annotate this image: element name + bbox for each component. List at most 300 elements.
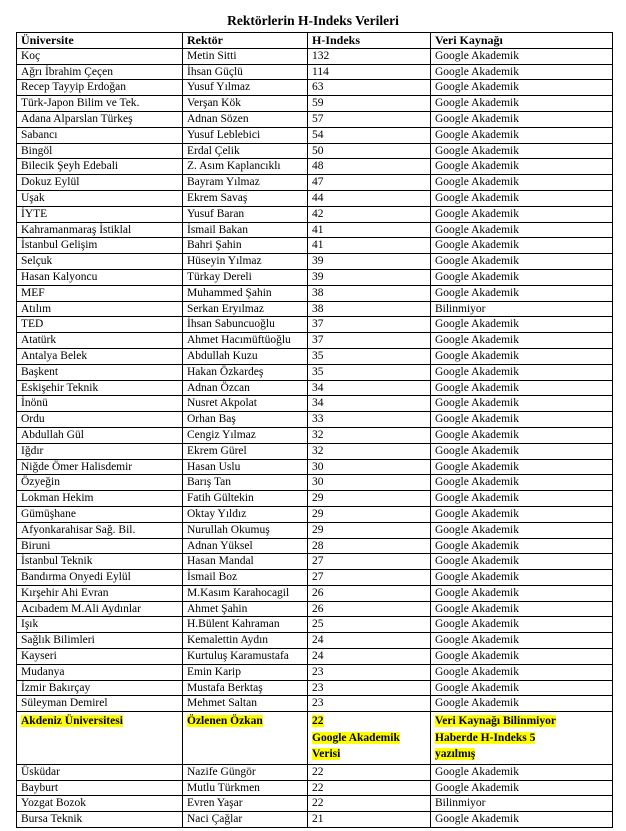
- veri-kaynagi-cell: [431, 796, 613, 812]
- h-indeks-cell: [308, 333, 431, 349]
- cell-text: Google Akademik: [435, 349, 519, 362]
- cell-text: Serkan Eryılmaz: [187, 302, 264, 315]
- table-row: [17, 696, 613, 712]
- cell-text: 22: [312, 781, 324, 794]
- cell-text: Gümüşhane: [21, 507, 76, 520]
- cell-text: MEF: [21, 286, 45, 299]
- table-row: [17, 585, 613, 601]
- cell-text: Selçuk: [21, 255, 53, 268]
- table-row: [17, 317, 613, 333]
- rektor-cell: [183, 443, 308, 459]
- universite-cell: [17, 269, 183, 285]
- h-indeks-cell: [308, 780, 431, 796]
- cell-text: 41: [312, 223, 324, 236]
- column-header-h-indeks: H-Indeks: [308, 33, 431, 49]
- cell-text: Recep Tayyip Erdoğan: [21, 81, 127, 94]
- veri-kaynagi-cell: [431, 317, 613, 333]
- cell-text: Antalya Belek: [21, 349, 88, 362]
- cell-text: Işık: [21, 618, 39, 631]
- table-row: [17, 175, 613, 191]
- cell-text: Adnan Yüksel: [187, 539, 253, 552]
- cell-text: 41: [312, 239, 324, 252]
- rektor-cell: [183, 780, 308, 796]
- table-row: [17, 348, 613, 364]
- universite-cell: [17, 506, 183, 522]
- universite-cell: [17, 522, 183, 538]
- cell-text: Google Akademik: [435, 781, 519, 794]
- table-row: [17, 222, 613, 238]
- rektor-cell: [183, 412, 308, 428]
- universite-cell: [17, 617, 183, 633]
- veri-kaynagi-cell: [431, 80, 613, 96]
- rektor-cell: [183, 80, 308, 96]
- cell-text: 44: [312, 191, 324, 204]
- h-indeks-cell: [308, 522, 431, 538]
- cell-text: Google Akademik: [435, 813, 519, 826]
- universite-cell: [17, 364, 183, 380]
- table-row: [17, 570, 613, 586]
- rektor-cell: [183, 175, 308, 191]
- rektor-cell: [183, 348, 308, 364]
- cell-text: Iğdır: [21, 444, 44, 457]
- table-row: [17, 396, 613, 412]
- cell-text: Ekrem Savaş: [187, 191, 248, 204]
- cell-text: Bingöl: [21, 144, 53, 157]
- cell-text: Google Akademik: [435, 428, 519, 441]
- veri-kaynagi-cell: [431, 712, 613, 765]
- cell-text: Mutlu Türkmen: [187, 781, 260, 794]
- cell-text: Bandırma Onyedi Eylül: [21, 571, 131, 584]
- universite-cell: [17, 585, 183, 601]
- table-row: [17, 554, 613, 570]
- cell-text: 50: [312, 144, 324, 157]
- cell-text: 57: [312, 112, 324, 125]
- h-indeks-cell: [308, 443, 431, 459]
- cell-text: Hasan Uslu: [187, 460, 241, 473]
- cell-text: 24: [312, 650, 324, 663]
- rektor-cell: [183, 796, 308, 812]
- cell-text: 29: [312, 492, 324, 505]
- cell-text: Biruni: [21, 539, 51, 552]
- page-title: Rektörlerin H-Indeks Verileri: [227, 13, 399, 28]
- table-row: [17, 764, 613, 780]
- rektor-cell: [183, 617, 308, 633]
- cell-text: 30: [312, 460, 324, 473]
- h-indeks-cell: [308, 427, 431, 443]
- h-indeks-cell: [308, 633, 431, 649]
- veri-kaynagi-cell: [431, 412, 613, 428]
- cell-text: Hakan Özkardeş: [187, 365, 264, 378]
- cell-text: Bursa Teknik: [21, 813, 83, 826]
- cell-text: Atatürk: [21, 334, 57, 347]
- h-indeks-cell: [308, 812, 431, 828]
- cell-text: Abdullah Gül: [21, 428, 84, 441]
- universite-cell: [17, 396, 183, 412]
- universite-cell: [17, 633, 183, 649]
- cell-text: Mehmet Saltan: [187, 697, 257, 710]
- rektor-cell: [183, 570, 308, 586]
- h-indeks-cell: [308, 664, 431, 680]
- cell-text: Süleyman Demirel: [21, 697, 108, 710]
- cell-text: Sabancı: [21, 128, 58, 141]
- cell-text: 23: [312, 665, 324, 678]
- universite-cell: [17, 380, 183, 396]
- table-row: [17, 601, 613, 617]
- universite-cell: [17, 764, 183, 780]
- universite-cell: [17, 459, 183, 475]
- rektor-cell: [183, 222, 308, 238]
- cell-text: Google Akademik: [435, 223, 519, 236]
- h-indeks-cell: [308, 317, 431, 333]
- cell-text: Türk-Japon Bilim ve Tek.: [21, 97, 140, 110]
- cell-text: Uşak: [21, 191, 45, 204]
- rektor-cell: [183, 64, 308, 80]
- h-indeks-cell: [308, 712, 431, 765]
- cell-text: 132: [312, 49, 330, 62]
- h-indeks-cell: [308, 396, 431, 412]
- cell-text: Başkent: [21, 365, 59, 378]
- veri-kaynagi-cell: [431, 364, 613, 380]
- cell-text: Ahmet Şahin: [187, 602, 248, 615]
- universite-cell: [17, 317, 183, 333]
- highlighted-text: Veri Kaynağı Bilinmiyor Haberde H-Indeks 5 yazılmış: [435, 715, 556, 761]
- cell-text: Bayram Yılmaz: [187, 176, 260, 189]
- cell-text: Google Akademik: [435, 97, 519, 110]
- universite-cell: [17, 538, 183, 554]
- cell-text: 24: [312, 634, 324, 647]
- cell-text: 27: [312, 555, 324, 568]
- cell-text: Yusuf Baran: [187, 207, 245, 220]
- cell-text: Ekrem Gürel: [187, 444, 247, 457]
- cell-text: Abdullah Kuzu: [187, 349, 258, 362]
- table-body: [17, 48, 613, 827]
- cell-text: Afyonkarahisar Sağ. Bil.: [21, 523, 136, 536]
- cell-text: Google Akademik: [435, 270, 519, 283]
- cell-text: 29: [312, 523, 324, 536]
- cell-text: Barış Tan: [187, 476, 232, 489]
- rektor-cell: [183, 111, 308, 127]
- cell-text: Google Akademik: [435, 318, 519, 331]
- cell-text: Google Akademik: [435, 65, 519, 78]
- cell-text: 32: [312, 428, 324, 441]
- rektor-cell: [183, 48, 308, 64]
- universite-cell: [17, 80, 183, 96]
- h-indeks-cell: [308, 764, 431, 780]
- veri-kaynagi-cell: [431, 459, 613, 475]
- rektor-cell: [183, 285, 308, 301]
- cell-text: Google Akademik: [435, 507, 519, 520]
- cell-text: İhsan Sabuncuoğlu: [187, 318, 275, 331]
- cell-text: Google Akademik: [435, 255, 519, 268]
- universite-cell: [17, 570, 183, 586]
- cell-text: Google Akademik: [435, 176, 519, 189]
- cell-text: İzmir Bakırçay: [21, 681, 91, 694]
- h-indeks-cell: [308, 538, 431, 554]
- table-row: [17, 238, 613, 254]
- table-row: [17, 111, 613, 127]
- cell-text: Hasan Kalyoncu: [21, 270, 98, 283]
- cell-text: İstanbul Teknik: [21, 555, 93, 568]
- rektor-cell: [183, 206, 308, 222]
- rektor-cell: [183, 696, 308, 712]
- universite-cell: [17, 649, 183, 665]
- cell-text: Adnan Sözen: [187, 112, 249, 125]
- universite-cell: [17, 812, 183, 828]
- cell-text: Mudanya: [21, 665, 65, 678]
- cell-text: 23: [312, 697, 324, 710]
- column-header-rektor: Rektör: [183, 33, 308, 49]
- cell-text: Ordu: [21, 413, 45, 426]
- universite-cell: [17, 664, 183, 680]
- h-indeks-cell: [308, 412, 431, 428]
- cell-text: Atılım: [21, 302, 52, 315]
- cell-text: 39: [312, 270, 324, 283]
- h-indeks-cell: [308, 459, 431, 475]
- veri-kaynagi-cell: [431, 491, 613, 507]
- cell-text: Ağrı İbrahim Çeçen: [21, 65, 113, 78]
- cell-text: Google Akademik: [435, 365, 519, 378]
- universite-cell: [17, 475, 183, 491]
- cell-text: 63: [312, 81, 324, 94]
- veri-kaynagi-cell: [431, 506, 613, 522]
- veri-kaynagi-cell: [431, 127, 613, 143]
- h-indeks-cell: [308, 238, 431, 254]
- rektor-cell: [183, 317, 308, 333]
- table-row: [17, 412, 613, 428]
- universite-cell: [17, 712, 183, 765]
- table-row: [17, 538, 613, 554]
- cell-text: Niğde Ömer Halisdemir: [21, 460, 133, 473]
- h-indeks-cell: [308, 64, 431, 80]
- rektor-cell: [183, 301, 308, 317]
- veri-kaynagi-cell: [431, 64, 613, 80]
- cell-text: 22: [312, 765, 324, 778]
- rektor-cell: [183, 601, 308, 617]
- universite-cell: [17, 601, 183, 617]
- table-row: [17, 522, 613, 538]
- rektor-cell: [183, 633, 308, 649]
- cell-text: 38: [312, 286, 324, 299]
- cell-text: Google Akademik: [435, 81, 519, 94]
- rektor-cell: [183, 143, 308, 159]
- table-row: [17, 301, 613, 317]
- veri-kaynagi-cell: [431, 175, 613, 191]
- veri-kaynagi-cell: [431, 427, 613, 443]
- cell-text: Google Akademik: [435, 665, 519, 678]
- cell-text: Bilinmiyor: [435, 797, 486, 810]
- cell-text: Google Akademik: [435, 539, 519, 552]
- veri-kaynagi-cell: [431, 238, 613, 254]
- universite-cell: [17, 254, 183, 270]
- cell-text: 23: [312, 681, 324, 694]
- h-indeks-cell: [308, 48, 431, 64]
- veri-kaynagi-cell: [431, 812, 613, 828]
- cell-text: Google Akademik: [435, 523, 519, 536]
- veri-kaynagi-cell: [431, 522, 613, 538]
- cell-text: Google Akademik: [435, 697, 519, 710]
- veri-kaynagi-cell: [431, 143, 613, 159]
- veri-kaynagi-cell: [431, 159, 613, 175]
- universite-cell: [17, 222, 183, 238]
- universite-cell: [17, 554, 183, 570]
- cell-text: 42: [312, 207, 324, 220]
- table-row: [17, 443, 613, 459]
- universite-cell: [17, 190, 183, 206]
- h-indeks-cell: [308, 570, 431, 586]
- universite-cell: [17, 285, 183, 301]
- cell-text: Google Akademik: [435, 334, 519, 347]
- cell-text: Yozgat Bozok: [21, 797, 86, 810]
- h-indeks-cell: [308, 301, 431, 317]
- universite-cell: [17, 238, 183, 254]
- table-row: [17, 664, 613, 680]
- table-row: [17, 206, 613, 222]
- table-row: [17, 491, 613, 507]
- cell-text: İsmail Boz: [187, 571, 238, 584]
- h-indeks-cell: [308, 159, 431, 175]
- cell-text: 30: [312, 476, 324, 489]
- h-indeks-cell: [308, 269, 431, 285]
- cell-text: Verşan Kök: [187, 97, 241, 110]
- cell-text: Google Akademik: [435, 49, 519, 62]
- rektor-cell: [183, 522, 308, 538]
- veri-kaynagi-cell: [431, 348, 613, 364]
- rektor-cell: [183, 96, 308, 112]
- cell-text: Google Akademik: [435, 602, 519, 615]
- veri-kaynagi-cell: [431, 680, 613, 696]
- h-indeks-cell: [308, 364, 431, 380]
- h-indeks-cell: [308, 554, 431, 570]
- table-row: [17, 269, 613, 285]
- veri-kaynagi-cell: [431, 570, 613, 586]
- cell-text: 35: [312, 349, 324, 362]
- rektor-cell: [183, 585, 308, 601]
- cell-text: 25: [312, 618, 324, 631]
- universite-cell: [17, 64, 183, 80]
- h-indeks-cell: [308, 380, 431, 396]
- cell-text: Google Akademik: [435, 492, 519, 505]
- cell-text: TED: [21, 318, 44, 331]
- cell-text: 34: [312, 381, 324, 394]
- universite-cell: [17, 48, 183, 64]
- cell-text: 26: [312, 586, 324, 599]
- column-header-universite: Üniversite: [17, 33, 183, 49]
- cell-text: 32: [312, 444, 324, 457]
- cell-text: Eskişehir Teknik: [21, 381, 99, 394]
- veri-kaynagi-cell: [431, 222, 613, 238]
- cell-text: 29: [312, 507, 324, 520]
- universite-cell: [17, 206, 183, 222]
- veri-kaynagi-cell: [431, 664, 613, 680]
- cell-text: Google Akademik: [435, 207, 519, 220]
- veri-kaynagi-cell: [431, 206, 613, 222]
- cell-text: Ahmet Hacımüftüoğlu: [187, 334, 291, 347]
- highlighted-text: Özlenen Özkan: [187, 715, 263, 728]
- cell-text: Kahramanmaraş İstiklal: [21, 223, 132, 236]
- cell-text: İstanbul Gelişim: [21, 239, 98, 252]
- veri-kaynagi-cell: [431, 396, 613, 412]
- table-row: [17, 80, 613, 96]
- h-indeks-cell: [308, 617, 431, 633]
- cell-text: Google Akademik: [435, 476, 519, 489]
- rektor-cell: [183, 554, 308, 570]
- table-row: [17, 48, 613, 64]
- h-indeks-cell: [308, 506, 431, 522]
- h-indeks-cell: [308, 680, 431, 696]
- h-indeks-cell: [308, 696, 431, 712]
- table-row: [17, 333, 613, 349]
- cell-text: Z. Asım Kaplancıklı: [187, 160, 281, 173]
- cell-text: Evren Yaşar: [187, 797, 243, 810]
- veri-kaynagi-cell: [431, 96, 613, 112]
- cell-text: Google Akademik: [435, 765, 519, 778]
- rektor-cell: [183, 764, 308, 780]
- table-row: [17, 427, 613, 443]
- h-indeks-cell: [308, 80, 431, 96]
- cell-text: 37: [312, 318, 324, 331]
- cell-text: Google Akademik: [435, 650, 519, 663]
- table-row: [17, 159, 613, 175]
- cell-text: Adnan Özcan: [187, 381, 250, 394]
- universite-cell: [17, 96, 183, 112]
- veri-kaynagi-cell: [431, 301, 613, 317]
- cell-text: Metin Sitti: [187, 49, 237, 62]
- veri-kaynagi-cell: [431, 443, 613, 459]
- veri-kaynagi-cell: [431, 254, 613, 270]
- universite-cell: [17, 796, 183, 812]
- cell-text: 114: [312, 65, 329, 78]
- table-header: [17, 33, 613, 49]
- cell-text: 34: [312, 397, 324, 410]
- cell-text: 22: [312, 797, 324, 810]
- rektor-cell: [183, 459, 308, 475]
- cell-text: 27: [312, 571, 324, 584]
- rektor-cell: [183, 680, 308, 696]
- veri-kaynagi-cell: [431, 48, 613, 64]
- universite-cell: [17, 427, 183, 443]
- cell-text: Google Akademik: [435, 397, 519, 410]
- table-row: [17, 64, 613, 80]
- rektor-cell: [183, 812, 308, 828]
- cell-text: Özyeğin: [21, 476, 60, 489]
- cell-text: Adana Alparslan Türkeş: [21, 112, 133, 125]
- cell-text: Google Akademik: [435, 286, 519, 299]
- universite-cell: [17, 348, 183, 364]
- h-indeks-cell: [308, 475, 431, 491]
- cell-text: Fatih Gültekin: [187, 492, 254, 505]
- cell-text: Bahri Şahin: [187, 239, 242, 252]
- rektor-cell: [183, 475, 308, 491]
- cell-text: Google Akademik: [435, 381, 519, 394]
- cell-text: Orhan Baş: [187, 413, 236, 426]
- h-indeks-cell: [308, 491, 431, 507]
- rektor-cell: [183, 269, 308, 285]
- cell-text: 37: [312, 334, 324, 347]
- cell-text: Hüseyin Yılmaz: [187, 255, 262, 268]
- rektor-cell: [183, 127, 308, 143]
- table-row: [17, 780, 613, 796]
- table-row: [17, 96, 613, 112]
- cell-text: M.Kasım Karahocagil: [187, 586, 290, 599]
- table-row: [17, 649, 613, 665]
- cell-text: Kayseri: [21, 650, 57, 663]
- highlighted-text: Akdeniz Üniversitesi: [21, 715, 123, 728]
- cell-text: Nusret Akpolat: [187, 397, 257, 410]
- table-row: [17, 680, 613, 696]
- veri-kaynagi-cell: [431, 333, 613, 349]
- cell-text: Google Akademik: [435, 555, 519, 568]
- veri-kaynagi-cell: [431, 111, 613, 127]
